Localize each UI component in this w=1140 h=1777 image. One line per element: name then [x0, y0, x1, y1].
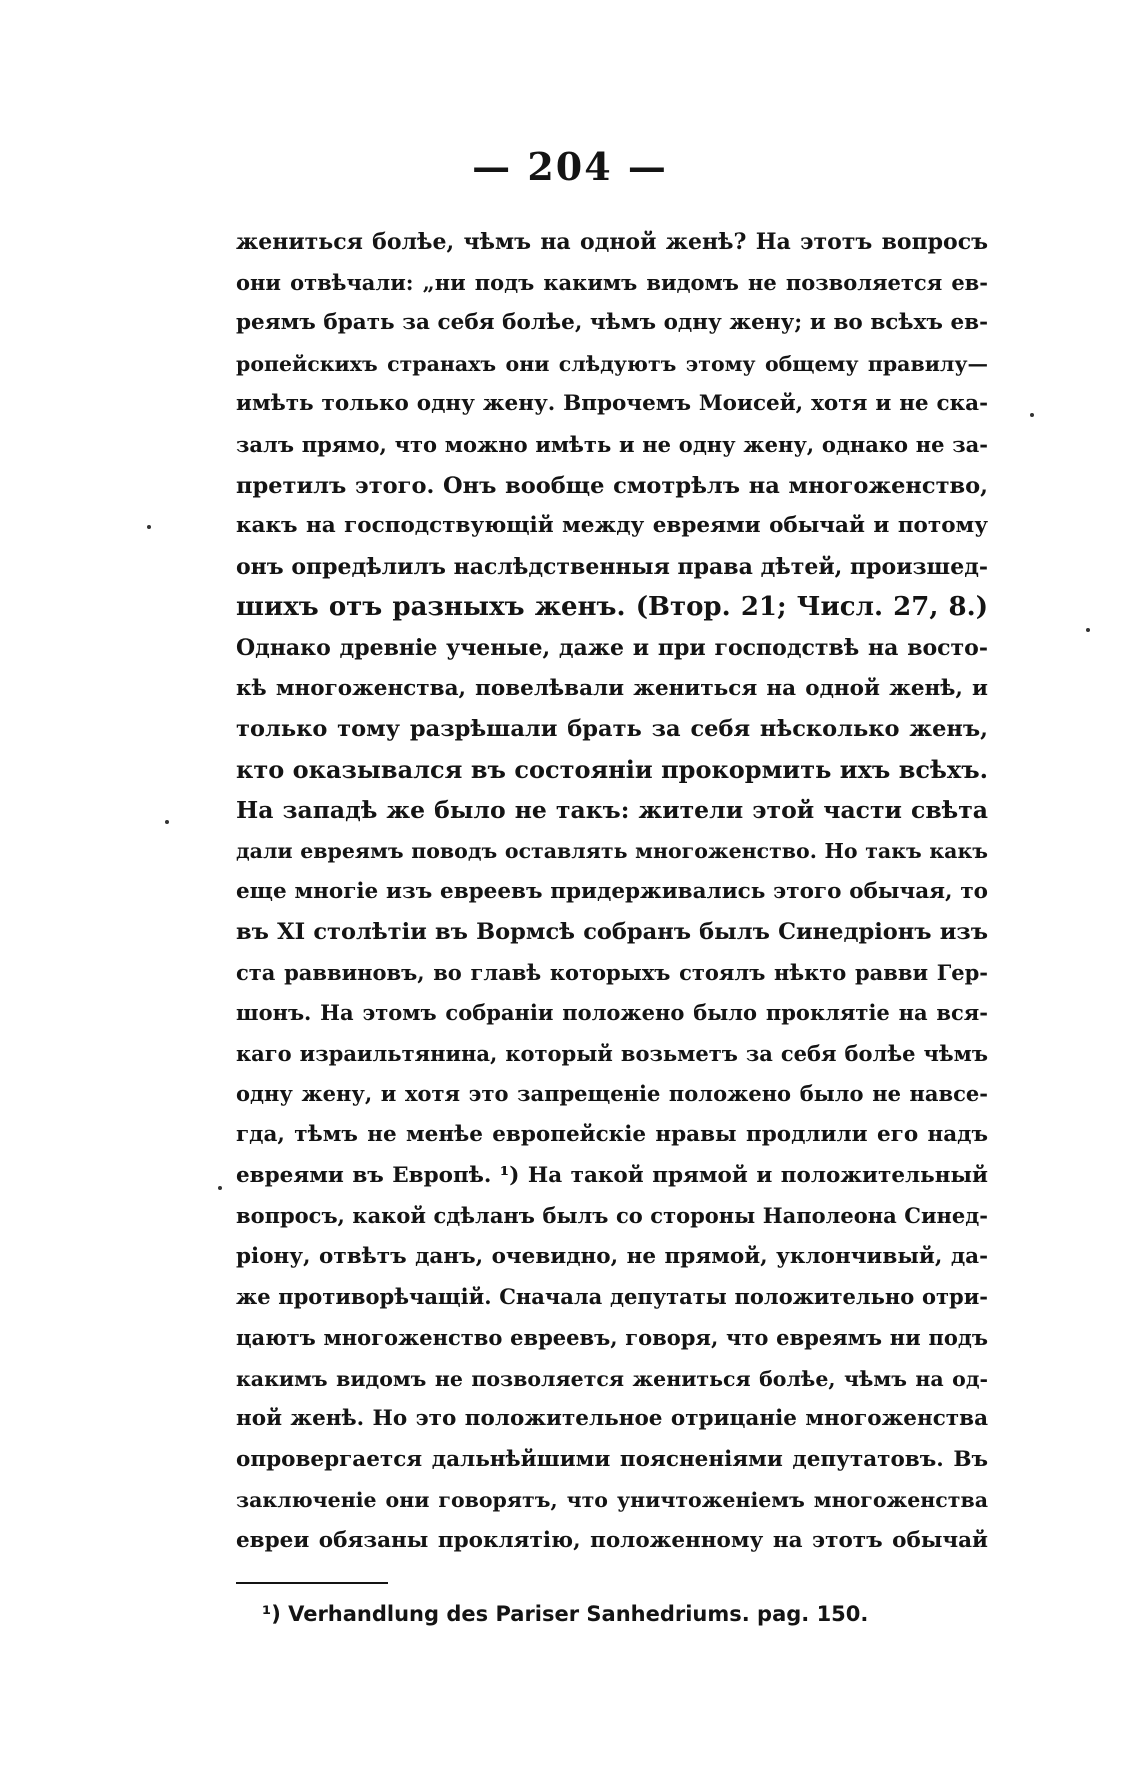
scan-speck	[1030, 413, 1034, 417]
text-line: какимъ видомъ не позволяется жениться болѣе, чѣмъ на од-	[236, 1366, 988, 1391]
text-line: реямъ брать за себя болѣе, чѣмъ одну жену; и во всѣхъ ев-	[236, 310, 988, 336]
text-line: шихъ отъ разныхъ женъ. (Втор. 21; Числ. 27, 8.)	[236, 592, 988, 623]
text-line: опровергается дальнѣйшими поясненіями депутатовъ. Въ	[236, 1446, 988, 1472]
text-line: еще многіе изъ евреевъ придерживались этого обычая, то	[236, 878, 988, 904]
text-line: гда, тѣмъ не менѣе европейскіе нравы продлили его надъ	[236, 1122, 988, 1148]
text-line: ропейскихъ странахъ они слѣдуютъ этому общему правилу—	[236, 351, 988, 376]
text-line: залъ прямо, что можно имѣть и не одну жену, однако не за-	[236, 431, 988, 457]
text-line: заключеніе они говорятъ, что уничтоженіемъ многоженства	[236, 1488, 988, 1513]
scan-speck	[218, 1186, 222, 1190]
text-line: шонъ. На этомъ собраніи положено было проклятіе на вся-	[236, 1000, 988, 1026]
text-line: дали евреямъ поводъ оставлять многоженство. Но такъ какъ	[236, 838, 988, 863]
text-line: евреи обязаны проклятію, положенному на этотъ обычай	[236, 1528, 988, 1553]
scan-speck	[147, 525, 151, 529]
text-line: ріону, отвѣтъ данъ, очевидно, не прямой, уклончивый, да-	[236, 1243, 988, 1269]
text-line: одну жену, и хотя это запрещеніе положено было не навсе-	[236, 1081, 988, 1107]
text-line: онъ опредѣлилъ наслѣдственныя права дѣтей, произшед-	[236, 553, 988, 580]
text-line: евреями въ Европѣ. ¹) На такой прямой и положительный	[236, 1162, 988, 1188]
text-line: ной женѣ. Но это положительное отрицаніе многоженства	[236, 1406, 988, 1432]
body-text	[236, 222, 988, 1562]
text-line: вопросъ, какой сдѣланъ былъ со стороны Наполеона Синед-	[236, 1203, 988, 1229]
text-line: Однако древніе ученые, даже и при господствѣ на восто-	[236, 634, 988, 661]
footnote-rule	[236, 1582, 388, 1584]
text-line: цаютъ многоженство евреевъ, говоря, что евреямъ ни подъ	[236, 1325, 988, 1351]
text-line: какъ на господствующій между евреями обычай и потому	[236, 513, 988, 539]
text-line: только тому разрѣшали брать за себя нѣсколько женъ,	[236, 716, 988, 743]
text-line: каго израильтянина, который возьметъ за себя болѣе чѣмъ	[236, 1040, 988, 1066]
text-line: жениться болѣе, чѣмъ на одной женѣ? На этотъ вопросъ	[236, 229, 988, 255]
page-number: — 204 —	[472, 144, 668, 189]
text-line: претилъ этого. Онъ вообще смотрѣлъ на многоженство,	[236, 472, 988, 499]
text-line: кто оказывался въ состояніи прокормить ихъ всѣхъ.	[236, 754, 988, 784]
text-line: имѣть только одну жену. Впрочемъ Моисей, хотя и не ска-	[236, 391, 988, 417]
text-line: кѣ многоженства, повелѣвали жениться на одной женѣ, и	[236, 675, 988, 701]
text-line: На западѣ же было не такъ: жители этой части свѣта	[236, 796, 988, 825]
scan-speck	[165, 820, 169, 824]
text-line: они отвѣчали: „ни подъ какимъ видомъ не позволяется ев-	[236, 269, 988, 295]
text-line: же противорѣчащій. Сначала депутаты положительно отри-	[236, 1284, 988, 1310]
footnote: ¹) Verhandlung des Pariser Sanhedriums. pag. 150.	[262, 1602, 869, 1626]
text-line: ста раввиновъ, во главѣ которыхъ стоялъ нѣкто равви Гер-	[236, 959, 988, 985]
text-line: въ XI столѣтіи въ Вормсѣ собранъ былъ Синедріонъ изъ	[236, 919, 988, 946]
scan-speck	[1086, 628, 1090, 632]
